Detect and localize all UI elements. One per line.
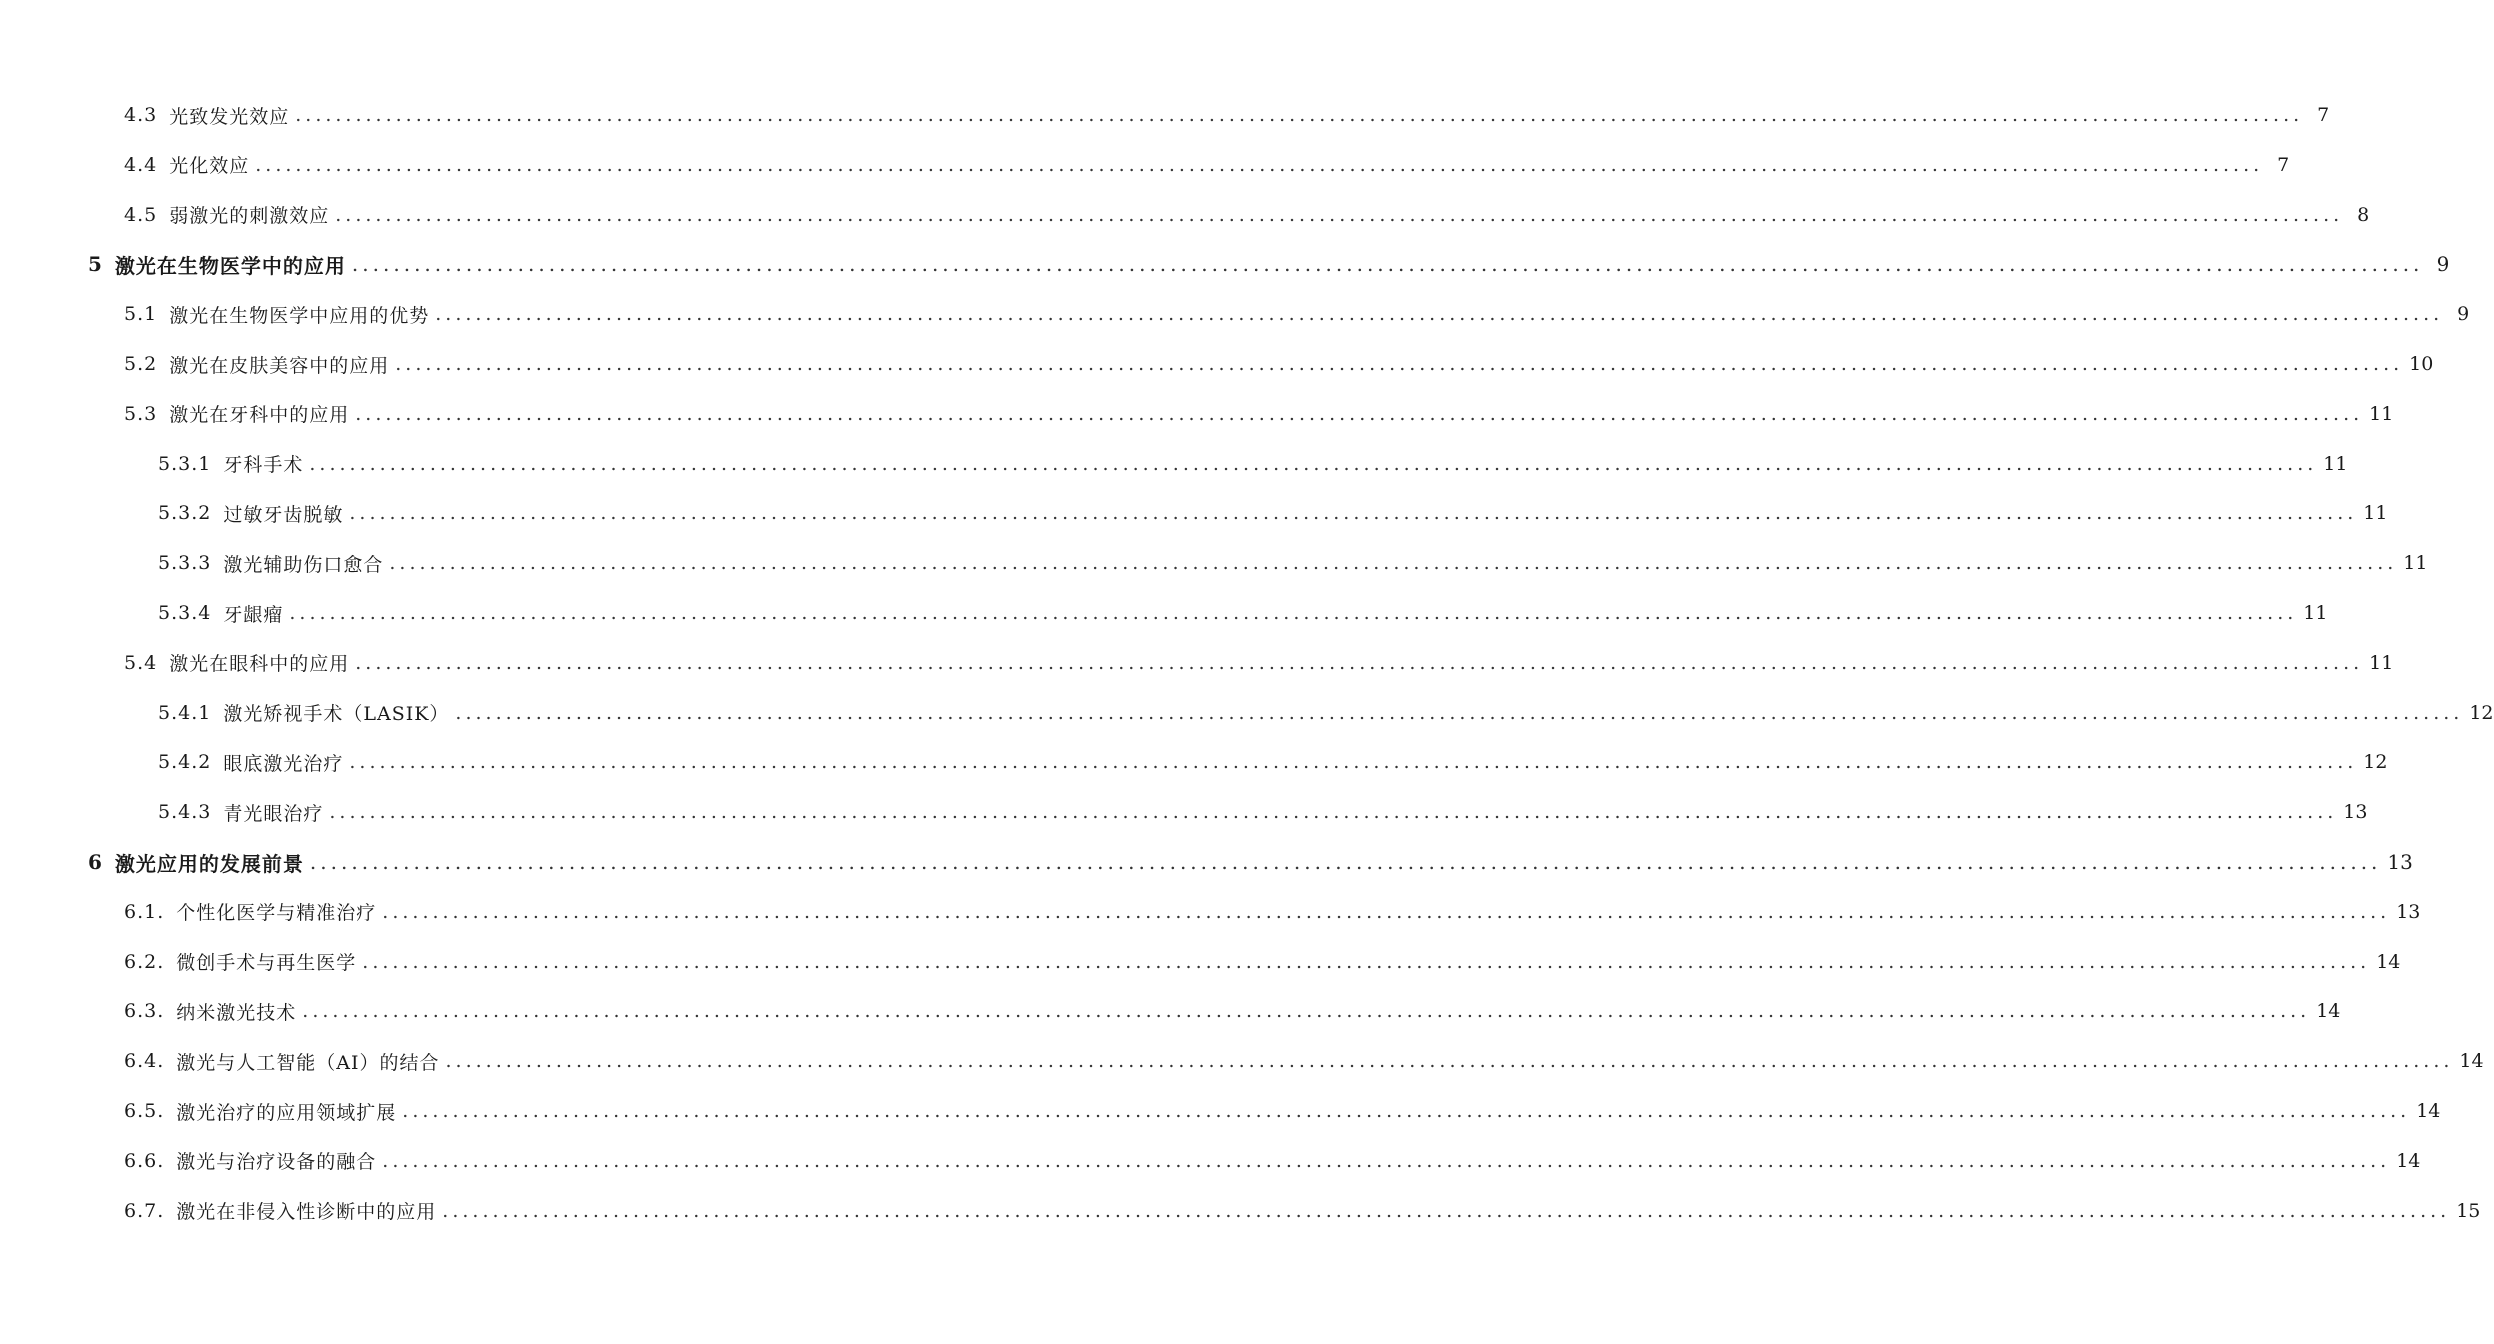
toc-entry-page: 7	[2317, 104, 2330, 126]
toc-entry[interactable]	[124, 140, 2290, 190]
toc-entry-number: 6.6.	[124, 1149, 165, 1172]
toc-entry-title: 牙龈瘤	[223, 603, 284, 626]
toc-entry[interactable]	[158, 439, 2348, 489]
toc-entry-page: 11	[2303, 602, 2328, 624]
toc-entry[interactable]	[124, 339, 2434, 389]
dot-leader: ........................................................................................................................................................................................................	[435, 303, 2444, 326]
dot-leader: ........................................................................................................................................................................................................	[329, 801, 2338, 824]
toc-entry-page: 12	[2469, 701, 2494, 724]
toc-entry-number: 6.1.	[124, 900, 165, 923]
toc-entry-page: 15	[2456, 1199, 2481, 1222]
toc-entry-page: 11	[2369, 651, 2394, 674]
toc-entry-number: 5.3.1	[158, 452, 212, 475]
toc-entry-title: 过敏牙齿脱敏	[223, 503, 344, 526]
toc-entry-title: 青光眼治疗	[223, 802, 324, 825]
toc-entry-number: 4.5	[124, 203, 158, 226]
toc-entry-page: 7	[2277, 153, 2290, 176]
toc-entry-title: 激光矫视手术（LASIK）	[223, 703, 450, 726]
toc-entry-title: 激光在生物医学中应用的优势	[169, 304, 430, 327]
toc-entry-number: 5.2	[124, 353, 158, 375]
toc-entry-page: 10	[2409, 353, 2434, 375]
toc-entry-page: 11	[2363, 502, 2388, 525]
toc-entry-number: 6.3.	[124, 1000, 165, 1023]
toc-entry[interactable]	[158, 737, 2388, 787]
toc-entry[interactable]	[124, 389, 2394, 439]
toc-entry-title: 激光在眼科中的应用	[169, 653, 350, 676]
toc-entry-number: 6	[88, 850, 103, 874]
toc-entry-title: 牙科手术	[223, 454, 304, 477]
dot-leader: ........................................................................................................................................................................................................	[302, 1000, 2311, 1023]
toc-entry[interactable]	[124, 887, 2421, 937]
dot-leader: ........................................................................................................................................................................................................	[351, 252, 2424, 277]
dot-leader: ........................................................................................................................................................................................................	[309, 452, 2318, 475]
toc-entry-number: 5.3.4	[158, 602, 212, 624]
dot-leader: ........................................................................................................................................................................................................	[309, 850, 2382, 874]
dot-leader: ........................................................................................................................................................................................................	[255, 153, 2264, 176]
toc-entry-number: 6.4.	[124, 1050, 165, 1073]
toc-entry-title: 激光与人工智能（AI）的结合	[176, 1051, 440, 1074]
toc-entry[interactable]	[124, 1136, 2421, 1186]
toc-entry-title: 光致发光效应	[169, 105, 290, 128]
toc-entry[interactable]	[124, 90, 2330, 140]
toc-entry[interactable]	[124, 986, 2341, 1036]
dot-leader: ........................................................................................................................................................................................................	[362, 950, 2371, 973]
dot-leader: ........................................................................................................................................................................................................	[395, 353, 2404, 375]
toc-entry-page: 13	[2387, 850, 2413, 874]
dot-leader: ........................................................................................................................................................................................................	[355, 402, 2364, 425]
toc-entry-number: 6.5.	[124, 1100, 165, 1122]
toc-entry-number: 5.4.3	[158, 801, 212, 824]
toc-entry-title: 激光在非侵入性诊断中的应用	[176, 1201, 437, 1224]
toc-entry[interactable]	[158, 588, 2328, 638]
toc-entry-title: 光化效应	[169, 155, 250, 178]
toc-entry-title: 弱激光的刺激效应	[169, 205, 330, 228]
dot-leader: ........................................................................................................................................................................................................	[349, 751, 2358, 774]
dot-leader: ........................................................................................................................................................................................................	[295, 104, 2304, 126]
toc-entry[interactable]	[124, 1036, 2484, 1086]
toc-entry-number: 6.7.	[124, 1199, 165, 1222]
toc-entry-title: 激光在皮肤美容中的应用	[169, 354, 390, 377]
toc-entry[interactable]	[158, 488, 2388, 538]
toc-entry-page: 11	[2323, 452, 2348, 475]
toc-entry-page: 14	[2459, 1050, 2484, 1073]
dot-leader: ........................................................................................................................................................................................................	[455, 701, 2464, 724]
toc-entry-title: 激光与治疗设备的融合	[176, 1151, 377, 1174]
toc-entry-page: 13	[2343, 801, 2368, 824]
dot-leader: ........................................................................................................................................................................................................	[382, 1149, 2391, 1172]
toc-entry-title: 激光辅助伤口愈合	[223, 553, 384, 576]
toc-entry-number: 5.1	[124, 303, 158, 326]
toc-entry[interactable]	[158, 787, 2368, 837]
toc-entry[interactable]	[158, 538, 2428, 588]
toc-entry-title: 个性化医学与精准治疗	[176, 902, 377, 925]
toc-entry-page: 14	[2376, 950, 2401, 973]
toc-entry[interactable]	[124, 190, 2370, 240]
toc-entry-number: 5.4	[124, 651, 158, 674]
toc-entry-title: 激光治疗的应用领域扩展	[176, 1101, 397, 1124]
toc-entry[interactable]	[88, 239, 2450, 289]
toc-entry-page: 14	[2396, 1149, 2421, 1172]
toc-entry-number: 5.3	[124, 402, 158, 425]
dot-leader: ........................................................................................................................................................................................................	[349, 502, 2358, 525]
toc-entry-page: 11	[2403, 552, 2428, 575]
toc-entry[interactable]	[124, 937, 2401, 987]
toc-entry-page: 12	[2363, 751, 2388, 774]
toc-entry-page: 13	[2396, 900, 2421, 923]
dot-leader: ........................................................................................................................................................................................................	[445, 1050, 2454, 1073]
toc-entry[interactable]	[124, 638, 2394, 688]
toc-entry-page: 14	[2416, 1100, 2441, 1122]
toc-entry[interactable]	[124, 289, 2470, 339]
toc-entry-page: 11	[2369, 402, 2394, 425]
dot-leader: ........................................................................................................................................................................................................	[382, 900, 2391, 923]
toc-entry-title: 激光应用的发展前景	[114, 851, 304, 876]
toc-entry-number: 5.3.3	[158, 552, 212, 575]
dot-leader: ........................................................................................................................................................................................................	[442, 1199, 2451, 1222]
toc-entry[interactable]	[124, 1186, 2481, 1236]
toc-entry-page: 14	[2316, 1000, 2341, 1023]
toc-entry-number: 5.3.2	[158, 502, 212, 525]
dot-leader: ........................................................................................................................................................................................................	[402, 1100, 2411, 1122]
toc-entry-number: 4.4	[124, 153, 158, 176]
dot-leader: ........................................................................................................................................................................................................	[389, 552, 2398, 575]
toc-entry-title: 激光在牙科中的应用	[169, 404, 350, 427]
toc-entry-number: 6.2.	[124, 950, 165, 973]
toc-entry[interactable]	[158, 688, 2494, 738]
dot-leader: ........................................................................................................................................................................................................	[355, 651, 2364, 674]
toc-entry-title: 眼底激光治疗	[223, 752, 344, 775]
toc-entry[interactable]	[88, 837, 2413, 887]
toc-entry-number: 5	[88, 252, 103, 277]
toc-entry-page: 8	[2357, 203, 2370, 226]
toc-entry[interactable]	[124, 1086, 2441, 1136]
toc-entry-title: 微创手术与再生医学	[176, 952, 357, 975]
toc-entry-number: 4.3	[124, 104, 158, 126]
dot-leader: ........................................................................................................................................................................................................	[289, 602, 2298, 624]
toc-entry-page: 9	[2436, 252, 2450, 277]
toc-entry-title: 纳米激光技术	[176, 1001, 297, 1024]
toc-entry-number: 5.4.1	[158, 701, 212, 724]
dot-leader: ........................................................................................................................................................................................................	[335, 203, 2344, 226]
toc-entry-page: 9	[2457, 303, 2470, 326]
toc-entry-number: 5.4.2	[158, 751, 212, 774]
toc-entry-title: 激光在生物医学中的应用	[114, 253, 346, 278]
